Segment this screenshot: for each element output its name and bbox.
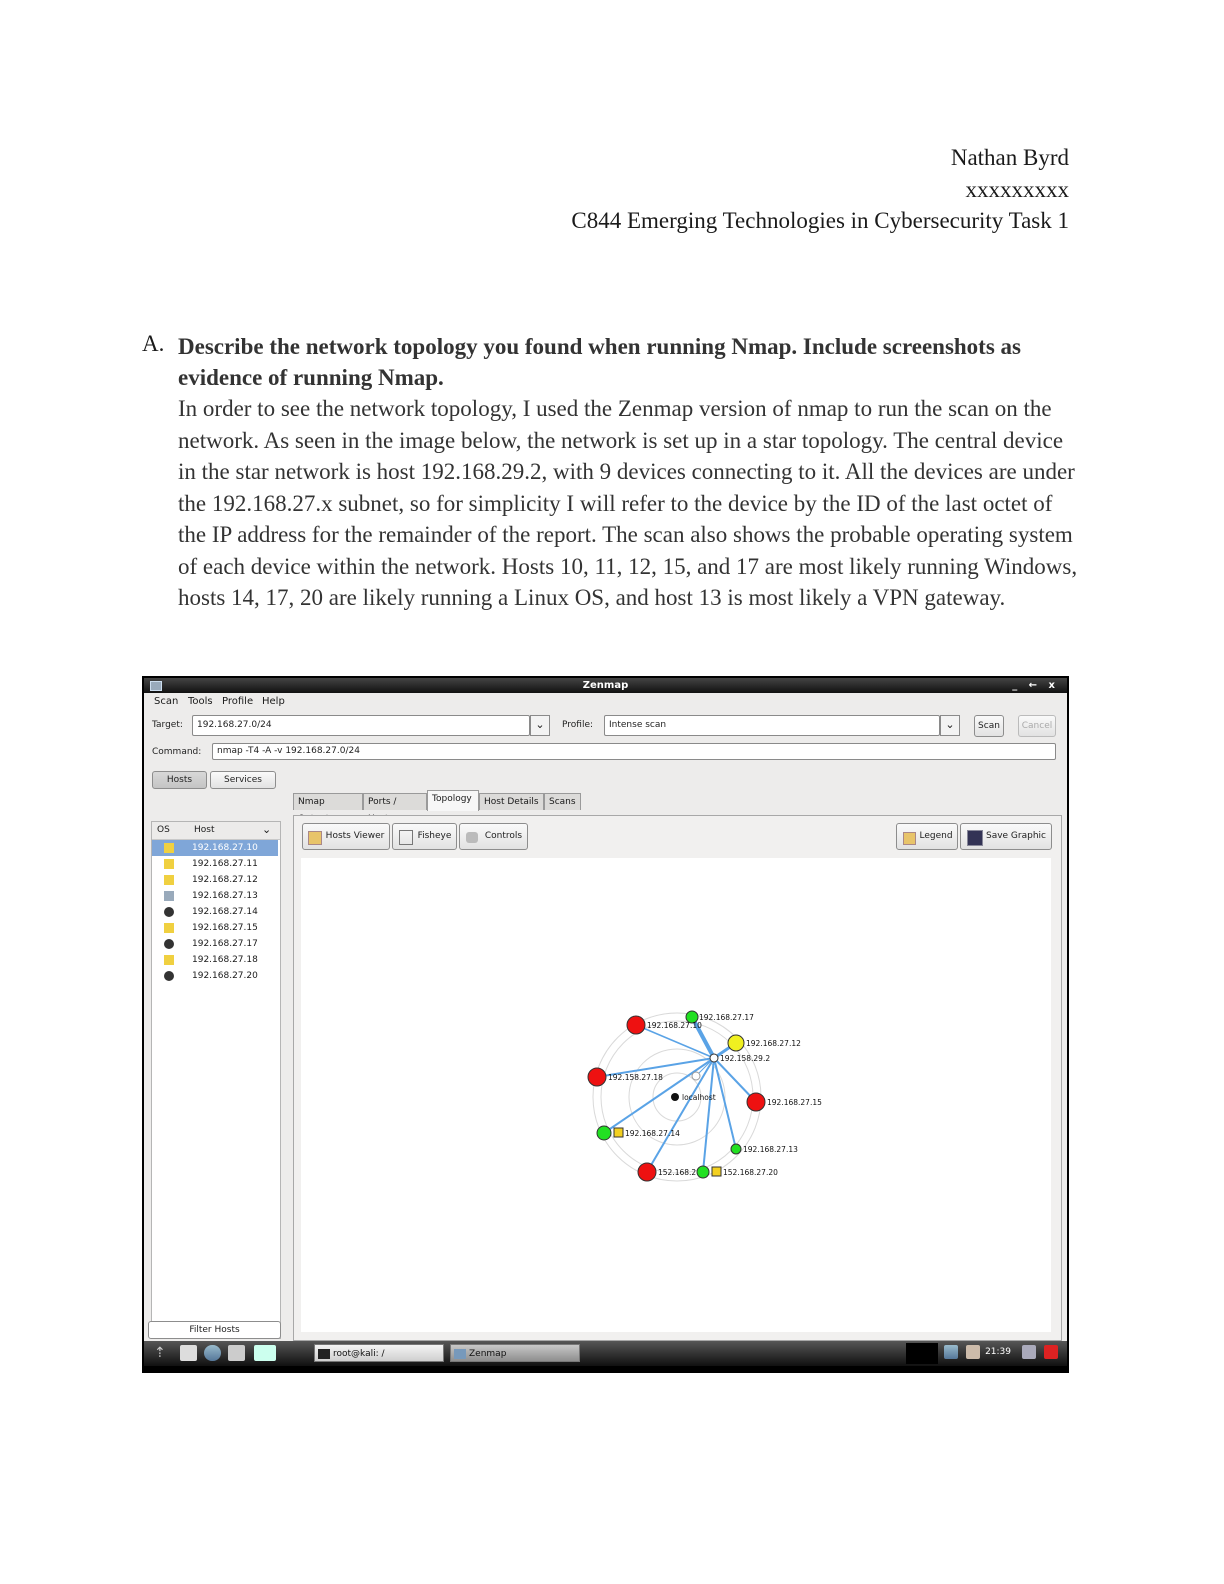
menu-help[interactable]: Help [262, 696, 285, 707]
controls-icon [466, 832, 478, 843]
fisheye-button[interactable] [392, 823, 457, 850]
files-icon[interactable] [180, 1345, 197, 1361]
windows-os-icon [164, 923, 174, 933]
label-hub: 192.158.29.2 [720, 1054, 771, 1063]
host-ip: 192.168.27.11 [192, 859, 258, 869]
chevron-down-icon: ⌄ [945, 718, 955, 731]
zenmap-screenshot [142, 676, 1069, 1373]
window-controls[interactable]: _ ← x [1012, 680, 1059, 691]
host-list-header [152, 822, 280, 840]
windows-os-icon [164, 875, 174, 885]
label-node-20: 152.168.27.20 [723, 1168, 778, 1177]
taskbar [144, 1341, 1067, 1366]
zenmap-window [144, 693, 1067, 1341]
windows-os-icon [164, 843, 174, 853]
host-ip: 192.168.27.20 [192, 971, 258, 981]
topology-panel [293, 815, 1062, 1341]
host-list-panel [151, 821, 281, 1339]
node-hub[interactable] [710, 1054, 718, 1062]
node-20[interactable] [697, 1166, 709, 1178]
scan-button[interactable]: Scan [974, 715, 1004, 737]
controls-label: Controls [484, 831, 523, 841]
taskbar-terminal-label: root@kali: / [333, 1349, 385, 1359]
linux-os-icon [164, 939, 174, 949]
save-graphic-button[interactable] [960, 823, 1052, 850]
course-title: C844 Emerging Technologies in Cybersecurity Task 1 [571, 208, 1069, 233]
tab-nmap-output[interactable]: Nmap [293, 793, 363, 810]
filter-hosts-button[interactable]: Filter Hosts [148, 1321, 281, 1339]
terminal-icon [318, 1349, 330, 1359]
services-toggle-button[interactable]: Services [210, 771, 276, 789]
legend-button[interactable] [896, 823, 958, 850]
label-node-15: 192.168.27.15 [767, 1098, 822, 1107]
browser-icon[interactable] [204, 1345, 221, 1361]
command-label: Command: [152, 747, 202, 757]
profile-dropdown[interactable] [940, 715, 960, 736]
fisheye-label: Fisheye [417, 831, 452, 841]
profile-select[interactable]: Intense scan [604, 715, 940, 736]
host-ip: 192.168.27.14 [192, 907, 258, 917]
hosts-viewer-label: Hosts Viewer [325, 831, 385, 841]
taskbar-terminal[interactable] [314, 1344, 444, 1362]
chevron-down-icon: ⌄ [535, 718, 545, 731]
linux-os-icon [164, 907, 174, 917]
firewall-icon [712, 1167, 721, 1176]
save-graphic-label: Save Graphic [985, 831, 1046, 841]
zenmap-app-icon [454, 1349, 466, 1359]
host-ip: 192.168.27.13 [192, 891, 258, 901]
topology-canvas[interactable] [301, 858, 1051, 1332]
menu-tools[interactable]: Tools [188, 696, 213, 707]
hosts-viewer-button[interactable] [302, 823, 390, 850]
host-row[interactable] [152, 952, 278, 968]
node-13[interactable] [731, 1144, 741, 1154]
label-node-18: 192.158.27.18 [608, 1073, 663, 1082]
host-row[interactable] [152, 840, 278, 856]
power-icon[interactable] [1044, 1345, 1058, 1359]
command-input[interactable]: nmap -T4 -A -v 192.168.27.0/24 [212, 743, 1056, 760]
linux-os-icon [164, 971, 174, 981]
topology-nodes [588, 1011, 765, 1181]
label-node-11: 152.168.2 [658, 1168, 697, 1177]
node-unknown[interactable] [692, 1072, 700, 1080]
topology-graph[interactable] [301, 858, 1051, 1332]
node-10[interactable] [627, 1016, 645, 1034]
firewall-icon [614, 1128, 623, 1137]
save-icon [967, 830, 983, 846]
menu-profile[interactable]: Profile [222, 696, 254, 707]
fisheye-icon [399, 830, 413, 845]
hosts-viewer-icon [308, 831, 322, 845]
menu-scan[interactable]: Scan [154, 696, 179, 707]
hosts-toggle-button[interactable]: Hosts [152, 771, 207, 789]
host-ip: 192.168.27.12 [192, 875, 258, 885]
target-dropdown[interactable] [530, 715, 550, 736]
label-node-13: 192.168.27.13 [743, 1145, 798, 1154]
host-ip: 192.168.27.15 [192, 923, 258, 933]
host-row[interactable] [152, 856, 278, 872]
tab-host-details[interactable]: Host Details [479, 793, 544, 810]
tray-blank [906, 1343, 938, 1364]
host-row[interactable] [152, 888, 278, 904]
windows-icon[interactable] [228, 1345, 245, 1361]
host-row[interactable] [152, 872, 278, 888]
taskbar-zenmap-label: Zenmap [469, 1349, 507, 1359]
clipboard-icon[interactable] [966, 1345, 980, 1359]
cancel-button[interactable]: Cancel [1018, 715, 1056, 737]
node-14[interactable] [597, 1126, 611, 1140]
window-title: Zenmap [582, 680, 629, 691]
col-os-header[interactable]: OS [157, 825, 170, 835]
window-icon [150, 681, 162, 691]
label-node-10: 192.168.27.10 [647, 1021, 702, 1030]
node-11[interactable] [638, 1163, 656, 1181]
node-localhost[interactable] [671, 1093, 679, 1101]
host-row[interactable] [152, 936, 278, 952]
label-localhost: localhost [682, 1093, 716, 1102]
desktop-icon[interactable] [254, 1345, 276, 1361]
label-node-14: 192.168.27.14 [625, 1129, 680, 1138]
target-input[interactable]: 192.168.27.0/24 [192, 715, 530, 736]
host-ip: 192.168.27.18 [192, 955, 258, 965]
windows-os-icon [164, 859, 174, 869]
tab-scans[interactable]: Scans [544, 793, 581, 810]
col-host-header[interactable]: Host [194, 825, 215, 835]
target-label: Target: [152, 720, 183, 730]
tab-topology[interactable]: Topology [427, 790, 479, 811]
tab-ports-hosts[interactable]: Ports / [363, 793, 427, 810]
host-row[interactable] [152, 904, 278, 920]
controls-button[interactable] [459, 823, 528, 850]
student-id: xxxxxxxxx [965, 177, 1069, 202]
menubar [144, 693, 1067, 711]
node-18[interactable] [588, 1068, 606, 1086]
windows-os-icon [164, 955, 174, 965]
profile-label: Profile: [562, 720, 594, 730]
host-row[interactable] [152, 920, 278, 936]
legend-icon [903, 832, 916, 845]
clock: 21:39 [985, 1347, 1011, 1357]
taskbar-zenmap[interactable] [450, 1344, 580, 1362]
host-row[interactable] [152, 968, 278, 984]
chevron-down-icon[interactable]: ⌄ [262, 823, 272, 836]
user-icon[interactable] [1022, 1345, 1036, 1359]
search-icon[interactable] [944, 1345, 958, 1359]
author-name: Nathan Byrd [950, 145, 1069, 170]
node-12[interactable] [728, 1035, 744, 1051]
host-ip: 192.168.27.17 [192, 939, 258, 949]
window-titlebar [144, 678, 1067, 693]
label-node-17: 192.168.27.17 [699, 1013, 754, 1022]
host-ip: 192.168.27.10 [192, 843, 258, 853]
section-letter: A. [142, 331, 165, 356]
kali-menu-icon[interactable]: ⇡ [154, 1345, 166, 1361]
unknown-os-icon [164, 891, 174, 901]
legend-label: Legend [919, 831, 953, 841]
label-node-12: 192.168.27.12 [746, 1039, 801, 1048]
section-question: Describe the network topology you found when running Nmap. Include screenshots as evidence of running Nmap. [178, 334, 1021, 390]
section-answer: In order to see the network topology, I used the Zenmap version of nmap to run the scan on the network. As seen in the image below, the network is set up in a star topology. The central device in the star network is host 192.168.29.2, with 9 devices connecting to it. All the devices are under the 192.168.27.x subnet, so for simplicity I will refer to the device by the ID of the last octet of the IP address for the remainder of the report. The scan also shows the probable operating system of each device within the network. Hosts 10, 11, 12, 15, and 17 are most likely running Windows, hosts 14, 17, 20 are likely running a Linux OS, and host 13 is most likely a VPN gateway. [178, 396, 1078, 610]
node-15[interactable] [747, 1093, 765, 1111]
